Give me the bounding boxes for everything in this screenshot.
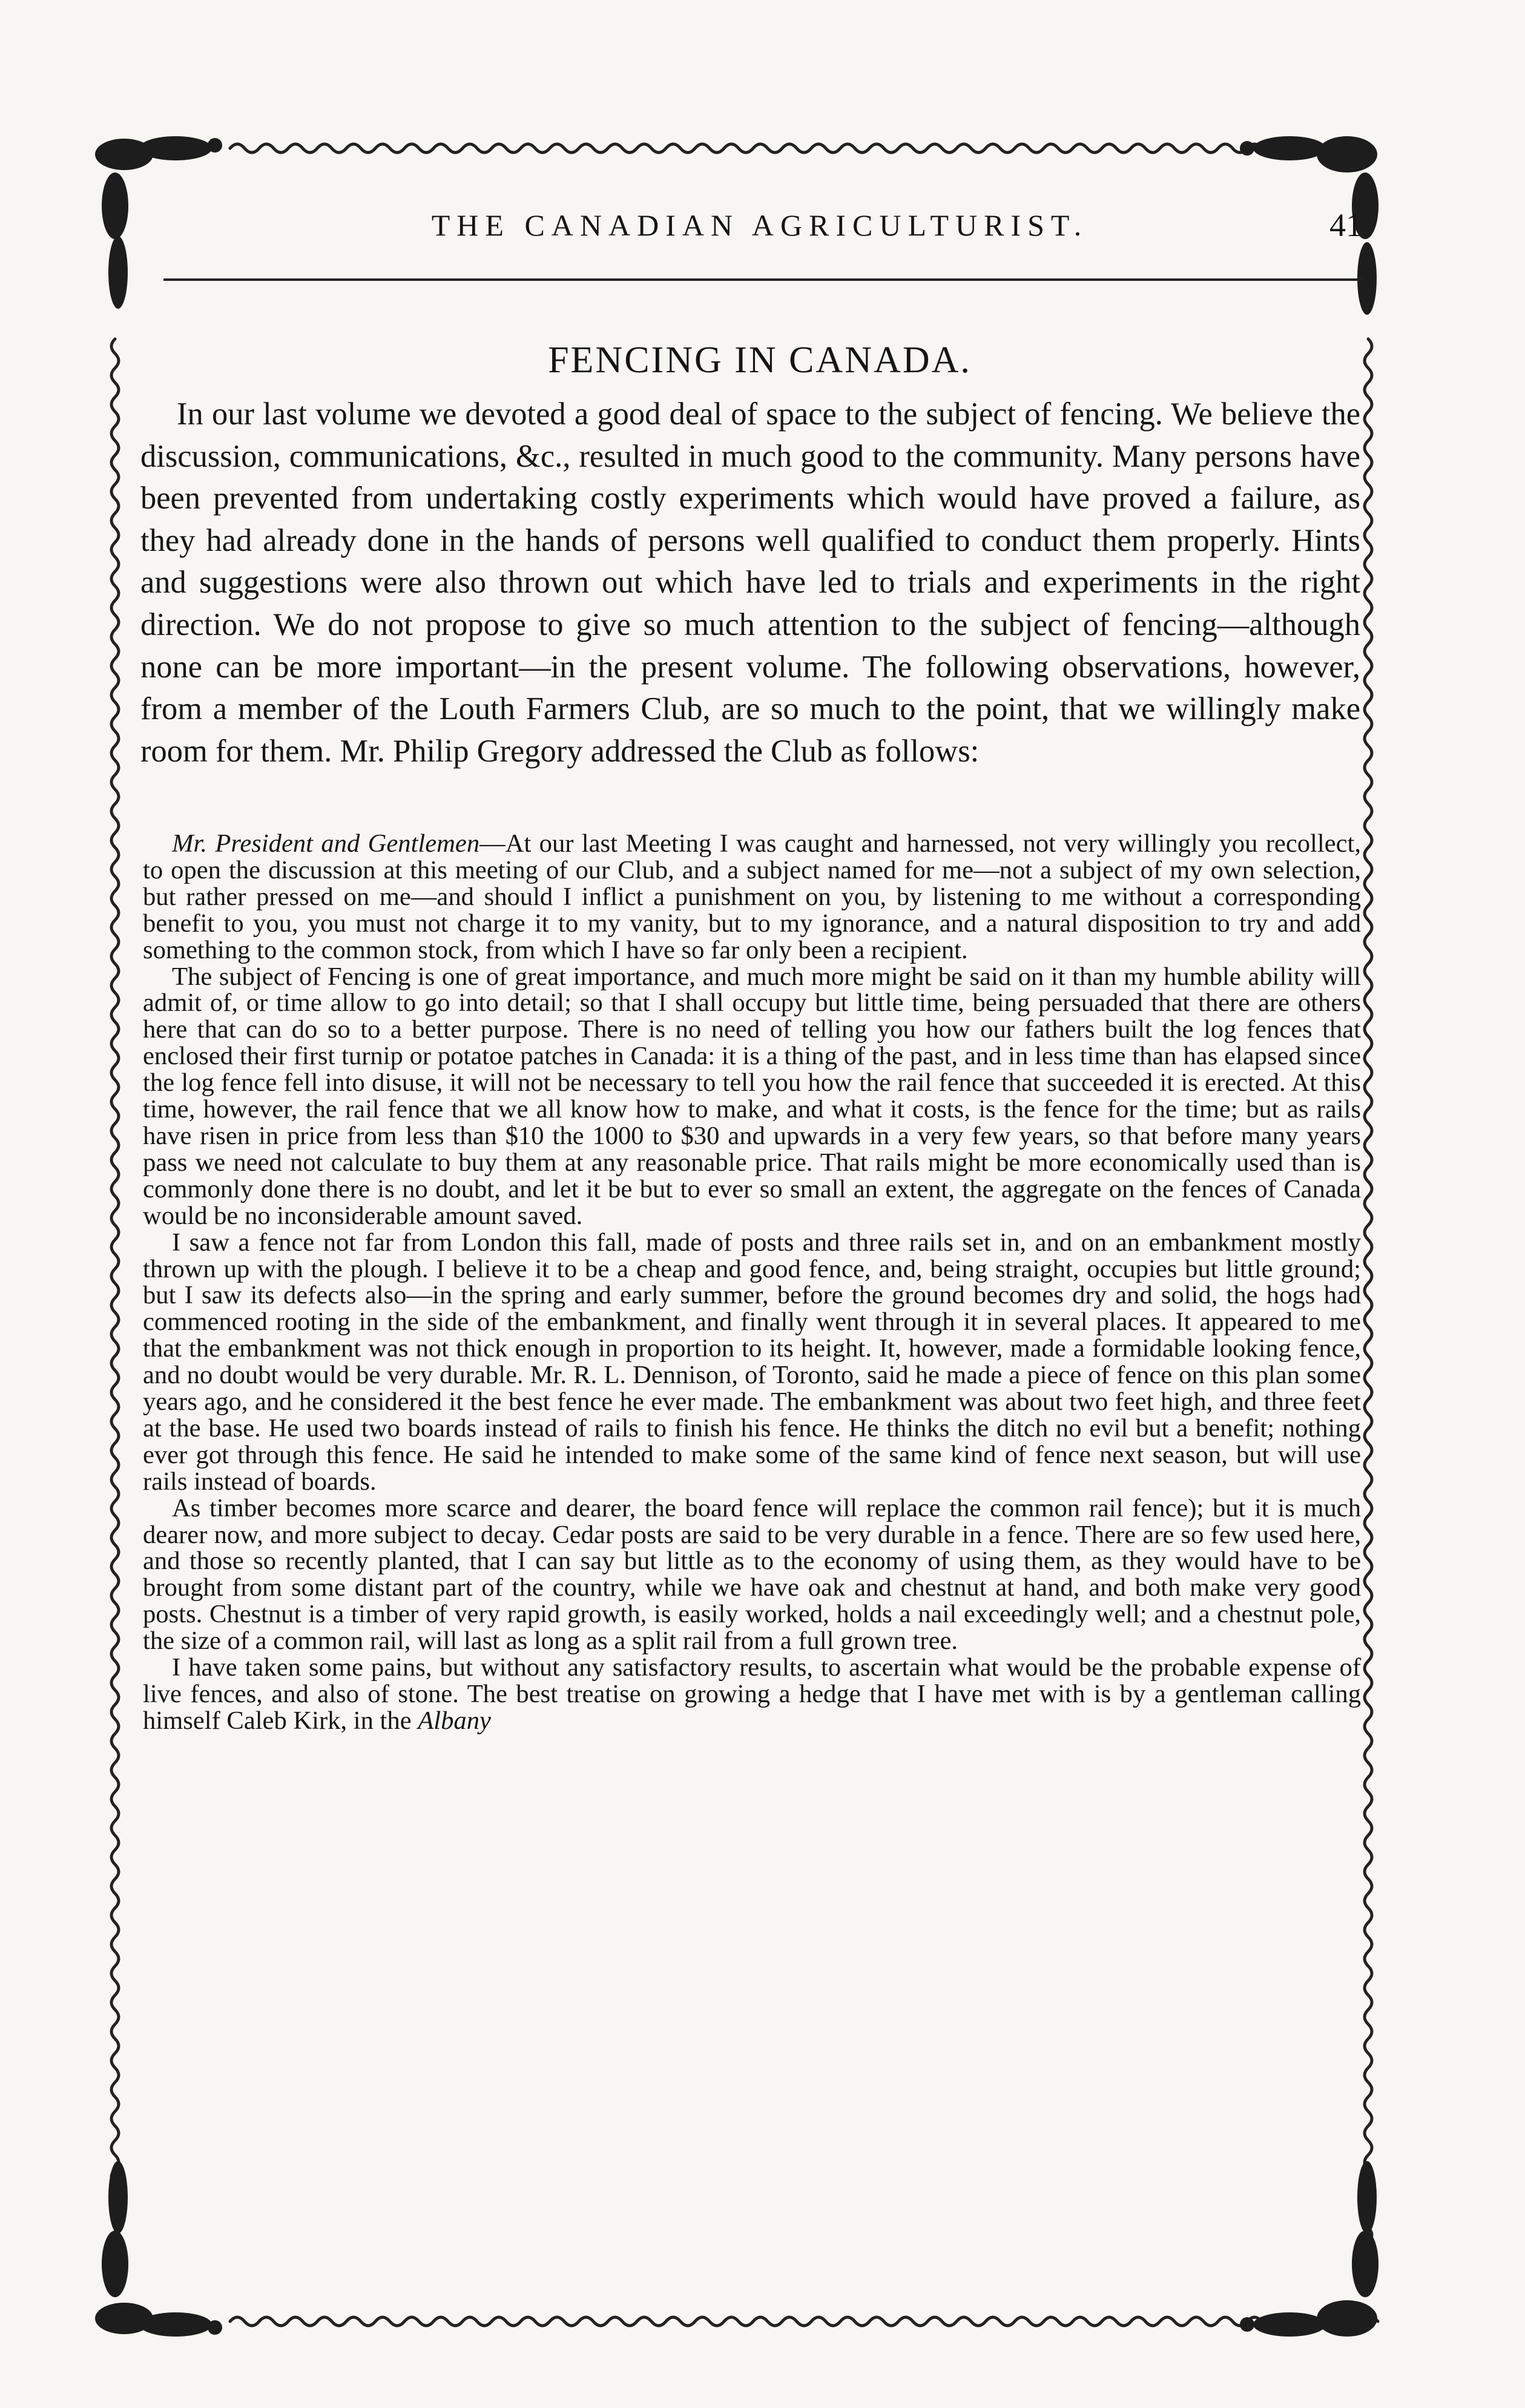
corner-ornament-bottom-left xyxy=(95,2161,222,2337)
address-paragraph-2: The subject of Fencing is one of great importance, and much more might be said on it than my humble ability will admit of, or time allow to go into detail; so that I shall occupy but little time, being persuaded that there are others here that can do so to a better purpose. There is no need of telling you how our fathers built the log fences that enclosed their first turnip or potatoe patches in Canada: it is a thing of the past, and in less time than has elapsed since the log fence fell into disuse, it will not be necessary to tell you how the rail fence that succeeded it is erected. At this time, however, the rail fence that we all know how to make, and what it costs, is the fence for the time; but as rails have risen in price from less than $10 the 1000 to $30 and upwards in a very few years, so that before many years pass we need not calculate to buy them at any reasonable price. That rails might be more economically used than is commonly done there is no doubt, and let it be but to ever so small an extent, the aggregate on the fences of Canada would be no inconsiderable amount saved. xyxy=(143,962,1361,1230)
paragraph-1-text: —At our last Meeting I was caught and harnessed, not very willingly you recollect, to open the discussion at this meeting of our Club, and a subject named for me—not a subject of my own selection, but rather pressed on me—and should I inflict a punishment on you, by listening to me without a corresponding benefit to you, you must not charge it to my vanity, but to my ignorance, and a natural disposition to try and add something to the common stock, from which I have so far only been a recipient. xyxy=(143,829,1361,964)
article-title: FENCING IN CANADA. xyxy=(548,340,972,381)
corner-ornament-bottom-right xyxy=(1240,2161,1378,2337)
header-rule xyxy=(163,278,1362,281)
editorial-intro: In our last volume we devoted a good deal of space to the subject of fencing. We believe the discussion, communications, &c., resulted in much good to the community. Many persons have been prevented from undertaking costly experiments which would have proved a failure, as they had already done in the hands of persons well qualified to conduct them properly. Hints and suggestions were also thrown out which have led to trials and experiments in the right direction. We do not propose to give so much attention to the subject of fencing—although none can be more important—in the present volume. The following observations, however, from a member of the Louth Farmers Club, are so much to the point, that we willingly make room for them. Mr. Philip Gregory addressed the Club as follows: xyxy=(140,396,1360,769)
address-paragraph-3: I saw a fence not far from London this fall, made of posts and three rails set in, and on an embankment mostly thrown up with the plough. I believe it to be a cheap and good fence, and, being straight, occupies but little ground; but I saw its defects also—in the spring and early summer, before the ground becomes dry and solid, the hogs had commenced rooting in the side of the embankment, and finally went through it in several places. It appeared to me that the embankment was not thick enough in proportion to its height. It, however, made a formidable looking fence, and no doubt would be very durable. Mr. R. L. Dennison, of Toronto, said he made a piece of fence on this plan some years ago, and he considered it the best fence he ever made. The embankment was about two feet high, and three feet at the base. He used two boards instead of rails to finish his fence. He thinks the ditch no evil but a benefit; nothing ever got through this fence. He said he intended to make some of the same kind of fence next season, but will use rails instead of boards. xyxy=(143,1228,1361,1496)
running-title: THE CANADIAN AGRICULTURIST. xyxy=(431,208,1089,242)
running-header xyxy=(157,203,1362,257)
paragraph-5-italic: Albany xyxy=(418,1706,491,1735)
address-paragraph-4: As timber becomes more scarce and dearer, the board fence will replace the common rail fence); but it is much dearer now, and more subject to decay. Cedar posts are said to be very durable in a fence. There are so few used here, and those so recently planted, that I can say but little as to the economy of using them, as they would have to be brought from some distant part of the country, while we have oak and chestnut at hand, and both make very good posts. Chestnut is a timber of very rapid growth, is easily worked, holds a nail exceedingly well; and a chestnut pole, the size of a common rail, will last as long as a split rail from a full grown tree. xyxy=(143,1493,1361,1656)
address-text xyxy=(143,831,1361,1734)
address-paragraph-5 xyxy=(143,1654,1361,1734)
page-number: 41 xyxy=(1329,207,1362,243)
salutation: Mr. President and Gentlemen xyxy=(172,829,480,858)
address-paragraph-1 xyxy=(143,831,1361,964)
paragraph-5-text: I have taken some pains, but without any satisfactory results, to ascertain what would be the probable expense of live fences, and also of stone. The best treatise on growing a hedge that I have met with is by a gentleman calling himself Caleb Kirk, in the xyxy=(143,1653,1361,1735)
